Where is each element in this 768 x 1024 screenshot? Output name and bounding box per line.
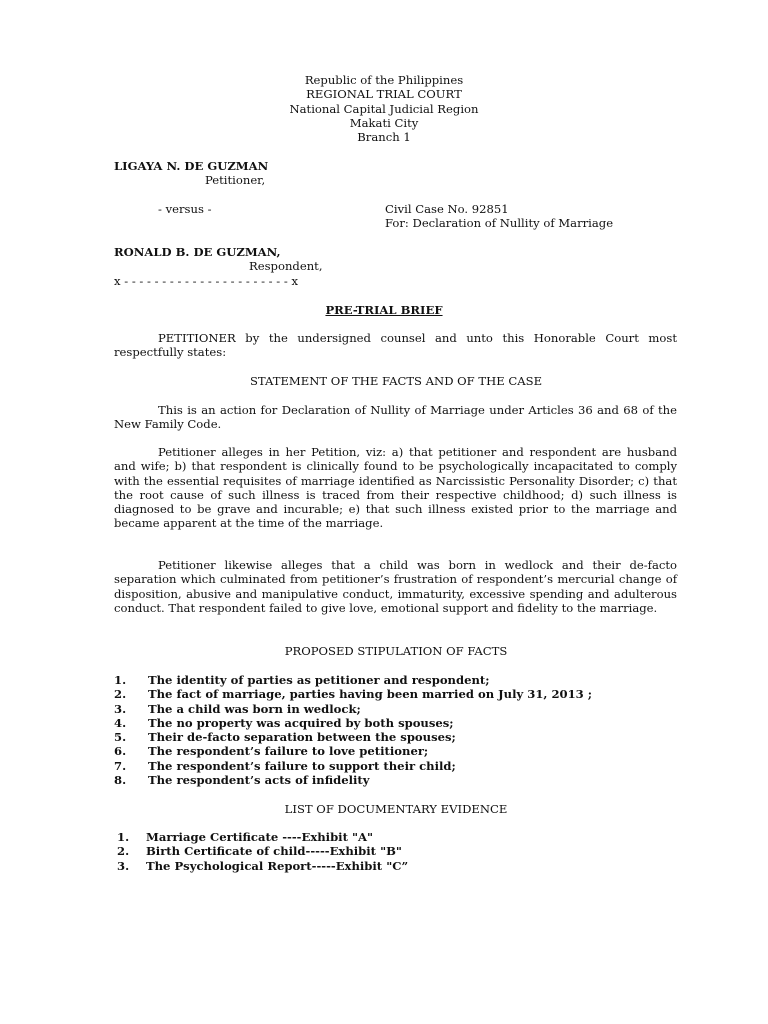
list-item <box>114 773 592 787</box>
evidence-list <box>117 830 408 873</box>
respondent-role: Respondent, <box>249 259 323 273</box>
stipulation-list <box>114 673 592 787</box>
list-item-number: 2. <box>114 687 127 702</box>
list-item-number: 6. <box>114 744 127 759</box>
header-court: REGIONAL TRIAL COURT <box>306 87 462 101</box>
list-item-number: 4. <box>114 715 127 730</box>
list-item <box>114 702 592 716</box>
list-item <box>114 759 592 773</box>
list-item-number: 2. <box>117 844 130 859</box>
facts-paragraph-text: This is an action for Declaration of Nullity of Marriage under Articles 36 and 68 of the New Family Code. <box>114 403 677 432</box>
list-item-number: 3. <box>117 858 130 873</box>
case-for: For: Declaration of Nullity of Marriage <box>385 216 614 230</box>
intro-text: PETITIONER by the undersigned counsel and unto this Honorable Court most respectfully states: <box>114 331 677 360</box>
list-item-text: Their de-facto separation between the spouses; <box>148 730 456 745</box>
list-item <box>114 716 592 730</box>
list-item-number: 1. <box>117 830 130 844</box>
list-item-text: The Psychological Report-----Exhibit "C” <box>146 858 409 873</box>
list-item-text: The respondent’s failure to love petitioner; <box>148 744 429 759</box>
list-item-number: 5. <box>114 730 127 745</box>
list-item-text: The no property was acquired by both spouses; <box>148 715 454 730</box>
facts-paragraph-text: Petitioner alleges in her Petition, viz: a) that petitioner and respondent are husband and wife; b) that respondent is clinically found to be psychologically incapacitated to comply with the essential requisites of marriage identified as Narcissistic Personality Disorder; c) that the root cause of such illness is traced from their respective childhood; d) such illness is diagnosed to be grave and incurable; e) that such illness existed prior to the marriage and became apparent at the time of the marriage. <box>114 445 677 531</box>
list-item-text: Birth Certificate of child-----Exhibit "B" <box>146 844 402 859</box>
document-title: PRE-TRIAL BRIEF <box>325 303 443 317</box>
list-item-text: The fact of marriage, parties having been married on July 31, 2013 ; <box>148 687 593 702</box>
stipulation-heading: PROPOSED STIPULATION OF FACTS <box>284 644 508 658</box>
respondent-name: RONALD B. DE GUZMAN, <box>114 245 281 259</box>
list-item <box>114 730 592 744</box>
header-branch: Branch 1 <box>357 130 411 144</box>
case-number: Civil Case No. 92851 <box>385 202 509 216</box>
evidence-heading: LIST OF DOCUMENTARY EVIDENCE <box>284 802 508 816</box>
list-item <box>117 844 408 858</box>
list-item-text: The a child was born in wedlock; <box>148 701 361 716</box>
facts-paragraph-2 <box>114 445 677 531</box>
list-item-text: The identity of parties as petitioner and respondent; <box>148 673 490 687</box>
facts-paragraph-3 <box>114 558 677 615</box>
list-item-text: The respondent’s acts of infidelity <box>148 773 370 788</box>
header-city: Makati City <box>349 116 419 130</box>
facts-paragraph-1 <box>114 403 677 432</box>
versus-label: - versus - <box>158 202 212 216</box>
list-item-number: 1. <box>114 673 127 687</box>
facts-heading: STATEMENT OF THE FACTS AND OF THE CASE <box>249 374 543 388</box>
list-item-text: The respondent’s failure to support their child; <box>148 758 456 773</box>
list-item <box>114 687 592 701</box>
list-item <box>117 859 408 873</box>
petitioner-name: LIGAYA N. DE GUZMAN <box>114 159 269 173</box>
list-item <box>114 744 592 758</box>
facts-paragraph-text: Petitioner likewise alleges that a child was born in wedlock and their de-facto separation which culminated from petitioner’s frustration of respondent’s mercurial change of disposition, abusive and manipulative conduct, immaturity, excessive spending and adulterous conduct. That respondent failed to give love, emotional support and fidelity to the marriage. <box>114 558 677 615</box>
caption-separator: x - - - - - - - - - - - - - - - - - - - - - - x <box>114 274 299 288</box>
list-item-number: 3. <box>114 701 127 716</box>
list-item <box>117 830 408 844</box>
title-wrapper <box>0 303 768 317</box>
intro-paragraph <box>114 331 677 360</box>
list-item-number: 8. <box>114 773 127 788</box>
petitioner-role: Petitioner, <box>205 173 266 187</box>
header-republic: Republic of the Philippines <box>304 73 464 87</box>
header-region: National Capital Judicial Region <box>289 102 479 116</box>
list-item-text: Marriage Certificate ----Exhibit "A" <box>146 830 374 844</box>
list-item-number: 7. <box>114 758 127 773</box>
list-item <box>114 673 592 687</box>
